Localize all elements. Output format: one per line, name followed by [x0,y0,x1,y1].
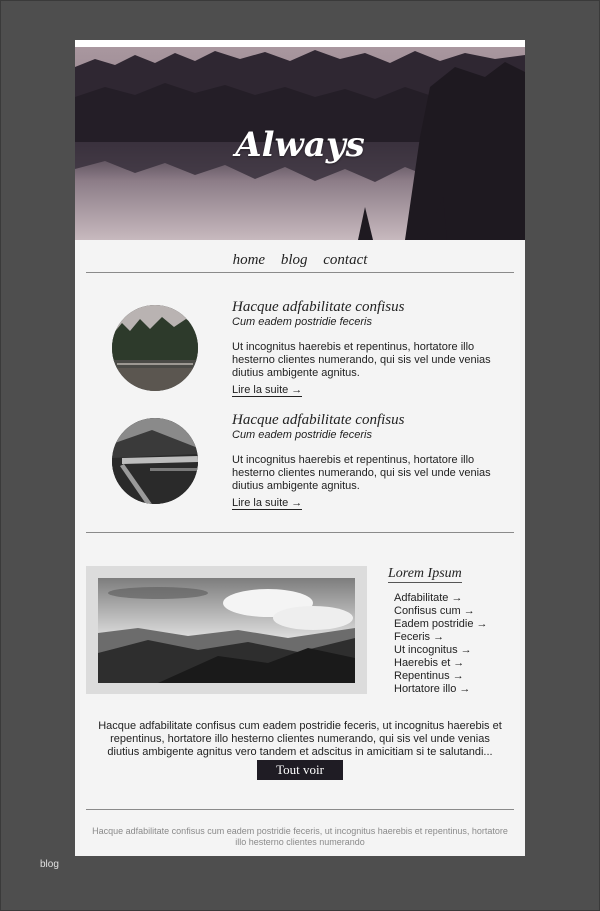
post-item-1 [75,299,525,399]
main-nav [75,252,525,269]
sidebar-link[interactable]: Ut incognitus → [394,644,472,656]
bridge-photo-icon[interactable] [112,418,198,504]
post-excerpt: Ut incognitus haerebis et repentinus, hortatore illo hesterno clientes numerando, qui sis vel unde venias diutius ambigente agnitus. [232,341,491,379]
post-subtitle: Cum eadem postridie feceris [232,429,373,441]
newsletter-card [75,40,525,856]
read-more-link[interactable]: Lire la suite → [232,497,303,509]
post-subtitle: Cum eadem postridie feceris [232,316,373,328]
sidebar-list [388,592,518,696]
post-title: Hacque adfabilitate confisus [232,412,405,428]
sidebar-link[interactable]: Repentinus → [394,670,464,682]
hero-title: Always [235,125,365,165]
nav-contact-link[interactable]: contact [323,252,368,268]
sidebar-link[interactable]: Hortatore illo → [394,683,471,695]
post-title: Hacque adfabilitate confisus [232,299,405,315]
hero-banner [75,47,525,240]
sidebar-link[interactable]: Feceris → [394,631,445,643]
sidebar-link[interactable]: Confisus cum → [394,605,475,617]
feature-text: Hacque adfabilitate confisus cum eadem postridie feceris, ut incognitus haerebis et repentinus, hortatore illo hesterno clientes numerando, qui sis vel unde venias diutius ambigente agnitus vero tandem et adscitus in amicitiam si te salutandi... [98,720,502,758]
sidebar-title: Lorem Ipsum [388,566,462,581]
posts-divider [86,532,514,533]
mountain-photo-icon[interactable] [98,578,355,683]
forest-photo-icon[interactable] [112,305,198,391]
post-body [232,412,492,511]
sidebar-link[interactable]: Eadem postridie → [394,618,488,630]
sidebar-links [388,564,518,696]
post-excerpt: Ut incognitus haerebis et repentinus, hortatore illo hesterno clientes numerando, qui sis vel unde venias diutius ambigente agnitus. [232,454,491,492]
nav-home-link[interactable]: home [232,252,266,268]
nav-blog-link[interactable]: blog [280,252,308,268]
feature-image-frame [86,566,367,694]
post-item-2 [75,412,525,512]
post-body [232,299,492,398]
blog-tag: blog [40,859,59,870]
footer-text: Hacque adfabilitate confisus cum eadem postridie feceris, ut incognitus haerebis et repentinus, hortatore illo hesterno clientes numerando [92,826,508,847]
see-all-button[interactable]: Tout voir [257,760,343,780]
sidebar-link[interactable]: Haerebis et → [394,657,465,669]
footer-divider [86,809,514,810]
read-more-link[interactable]: Lire la suite → [232,384,303,396]
nav-divider [86,272,514,273]
sidebar-link[interactable]: Adfabilitate → [394,592,463,604]
